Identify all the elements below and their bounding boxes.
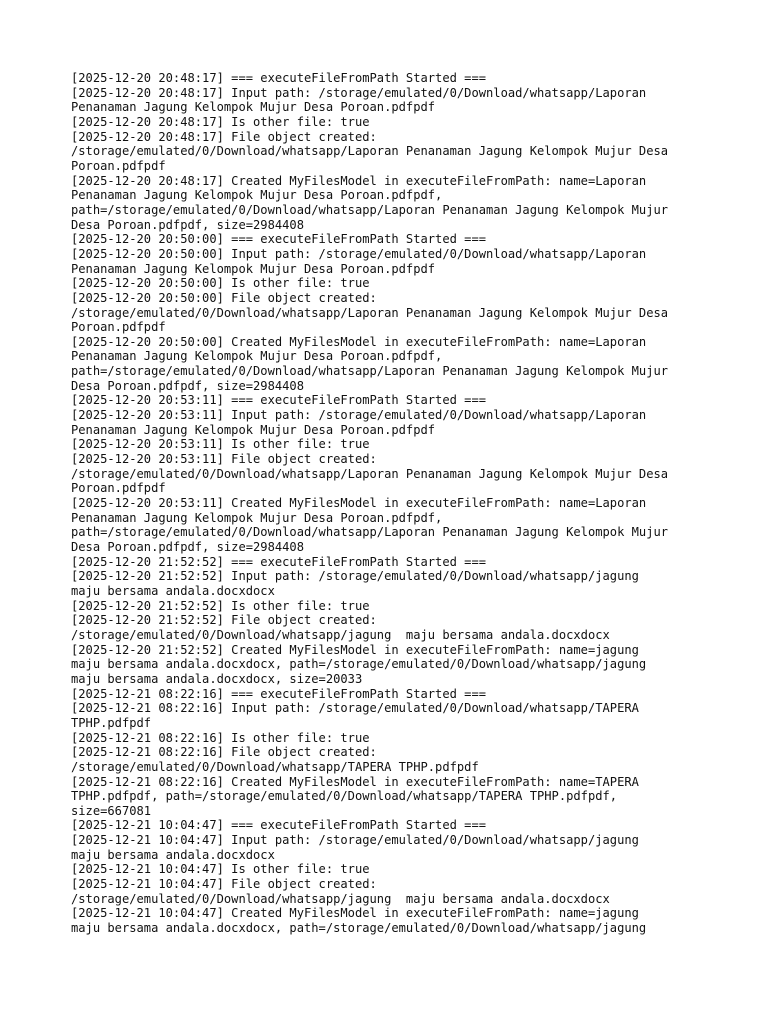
log-line: [2025-12-21 08:22:16] === executeFileFromPath Started === — [71, 686, 487, 701]
log-line: Poroan.pdfpdf — [71, 320, 166, 335]
log-line: /storage/emulated/0/Download/whatsapp/jagung maju bersama andala.docxdocx — [71, 891, 610, 906]
log-line: [2025-12-21 10:04:47] Created MyFilesModel in executeFileFromPath: name=jagung — [71, 906, 639, 921]
log-line: [2025-12-20 21:52:52] File object created: — [71, 613, 377, 628]
log-line: path=/storage/emulated/0/Download/whatsapp/Laporan Penanaman Jagung Kelompok Mujur — [71, 525, 669, 540]
log-line: [2025-12-21 08:22:16] File object created: — [71, 745, 377, 760]
log-line: [2025-12-20 20:48:17] File object created: — [71, 129, 377, 144]
log-line: maju bersama andala.docxdocx, size=20033 — [71, 671, 363, 686]
log-line: [2025-12-20 20:50:00] Input path: /storage/emulated/0/Download/whatsapp/Laporan — [71, 246, 647, 261]
log-line: [2025-12-20 21:52:52] === executeFileFromPath Started === — [71, 554, 487, 569]
log-line: [2025-12-20 20:53:11] Input path: /storage/emulated/0/Download/whatsapp/Laporan — [71, 408, 647, 423]
log-line: [2025-12-20 20:50:00] === executeFileFromPath Started === — [71, 232, 487, 247]
log-line: [2025-12-20 20:48:17] Is other file: true — [71, 114, 370, 129]
log-line: path=/storage/emulated/0/Download/whatsapp/Laporan Penanaman Jagung Kelompok Mujur — [71, 202, 669, 217]
log-line: [2025-12-20 20:48:17] Input path: /storage/emulated/0/Download/whatsapp/Laporan — [71, 85, 647, 100]
log-line: maju bersama andala.docxdocx — [71, 583, 275, 598]
log-line: Desa Poroan.pdfpdf, size=2984408 — [71, 378, 304, 393]
log-line: [2025-12-21 08:22:16] Is other file: true — [71, 730, 370, 745]
log-line: [2025-12-20 20:48:17] Created MyFilesModel in executeFileFromPath: name=Laporan — [71, 173, 647, 188]
log-line: [2025-12-20 21:52:52] Created MyFilesModel in executeFileFromPath: name=jagung — [71, 642, 639, 657]
log-line: Penanaman Jagung Kelompok Mujur Desa Poroan.pdfpdf — [71, 100, 436, 115]
log-line: Penanaman Jagung Kelompok Mujur Desa Poroan.pdfpdf, — [71, 349, 443, 364]
log-line: Penanaman Jagung Kelompok Mujur Desa Poroan.pdfpdf, — [71, 188, 443, 203]
log-line: TPHP.pdfpdf — [71, 715, 152, 730]
log-line: [2025-12-21 08:22:16] Input path: /storage/emulated/0/Download/whatsapp/TAPERA — [71, 701, 639, 716]
log-line: Penanaman Jagung Kelompok Mujur Desa Poroan.pdfpdf — [71, 261, 436, 276]
log-line: [2025-12-21 10:04:47] Input path: /storage/emulated/0/Download/whatsapp/jagung — [71, 833, 639, 848]
log-line: [2025-12-21 08:22:16] Created MyFilesModel in executeFileFromPath: name=TAPERA — [71, 774, 639, 789]
log-line: size=667081 — [71, 803, 152, 818]
log-line: /storage/emulated/0/Download/whatsapp/Laporan Penanaman Jagung Kelompok Mujur Desa — [71, 144, 669, 159]
log-line: [2025-12-20 21:52:52] Is other file: true — [71, 598, 370, 613]
log-line: Poroan.pdfpdf — [71, 481, 166, 496]
log-line: [2025-12-20 20:48:17] === executeFileFromPath Started === — [71, 71, 487, 85]
log-line: [2025-12-20 20:50:00] Is other file: true — [71, 276, 370, 291]
log-line: Desa Poroan.pdfpdf, size=2984408 — [71, 217, 304, 232]
log-line: [2025-12-20 21:52:52] Input path: /storage/emulated/0/Download/whatsapp/jagung — [71, 569, 639, 584]
log-line: maju bersama andala.docxdocx, path=/storage/emulated/0/Download/whatsapp/jagung — [71, 657, 647, 672]
log-line: path=/storage/emulated/0/Download/whatsapp/Laporan Penanaman Jagung Kelompok Mujur — [71, 364, 669, 379]
log-line: [2025-12-20 20:53:11] File object created: — [71, 452, 377, 467]
log-line: /storage/emulated/0/Download/whatsapp/TAPERA TPHP.pdfpdf — [71, 759, 479, 774]
log-line: [2025-12-20 20:53:11] === executeFileFromPath Started === — [71, 393, 487, 408]
log-line: /storage/emulated/0/Download/whatsapp/Laporan Penanaman Jagung Kelompok Mujur Desa — [71, 466, 669, 481]
log-document — [71, 71, 711, 936]
log-line: [2025-12-21 10:04:47] Is other file: true — [71, 862, 370, 877]
log-line: [2025-12-20 20:53:11] Created MyFilesModel in executeFileFromPath: name=Laporan — [71, 496, 647, 511]
log-line: TPHP.pdfpdf, path=/storage/emulated/0/Download/whatsapp/TAPERA TPHP.pdfpdf, — [71, 789, 618, 804]
log-line: maju bersama andala.docxdocx, path=/storage/emulated/0/Download/whatsapp/jagung — [71, 921, 647, 936]
log-line: Penanaman Jagung Kelompok Mujur Desa Poroan.pdfpdf — [71, 422, 436, 437]
log-line: /storage/emulated/0/Download/whatsapp/jagung maju bersama andala.docxdocx — [71, 627, 610, 642]
log-line: [2025-12-21 10:04:47] === executeFileFromPath Started === — [71, 818, 487, 833]
log-line: maju bersama andala.docxdocx — [71, 847, 275, 862]
log-line: [2025-12-20 20:50:00] File object created: — [71, 290, 377, 305]
log-line: [2025-12-20 20:50:00] Created MyFilesModel in executeFileFromPath: name=Laporan — [71, 334, 647, 349]
log-line: Poroan.pdfpdf — [71, 158, 166, 173]
log-line: /storage/emulated/0/Download/whatsapp/Laporan Penanaman Jagung Kelompok Mujur Desa — [71, 305, 669, 320]
log-line: [2025-12-20 20:53:11] Is other file: true — [71, 437, 370, 452]
log-line: Desa Poroan.pdfpdf, size=2984408 — [71, 540, 304, 554]
log-line: Penanaman Jagung Kelompok Mujur Desa Poroan.pdfpdf, — [71, 510, 443, 525]
log-line: [2025-12-21 10:04:47] File object created: — [71, 877, 377, 892]
